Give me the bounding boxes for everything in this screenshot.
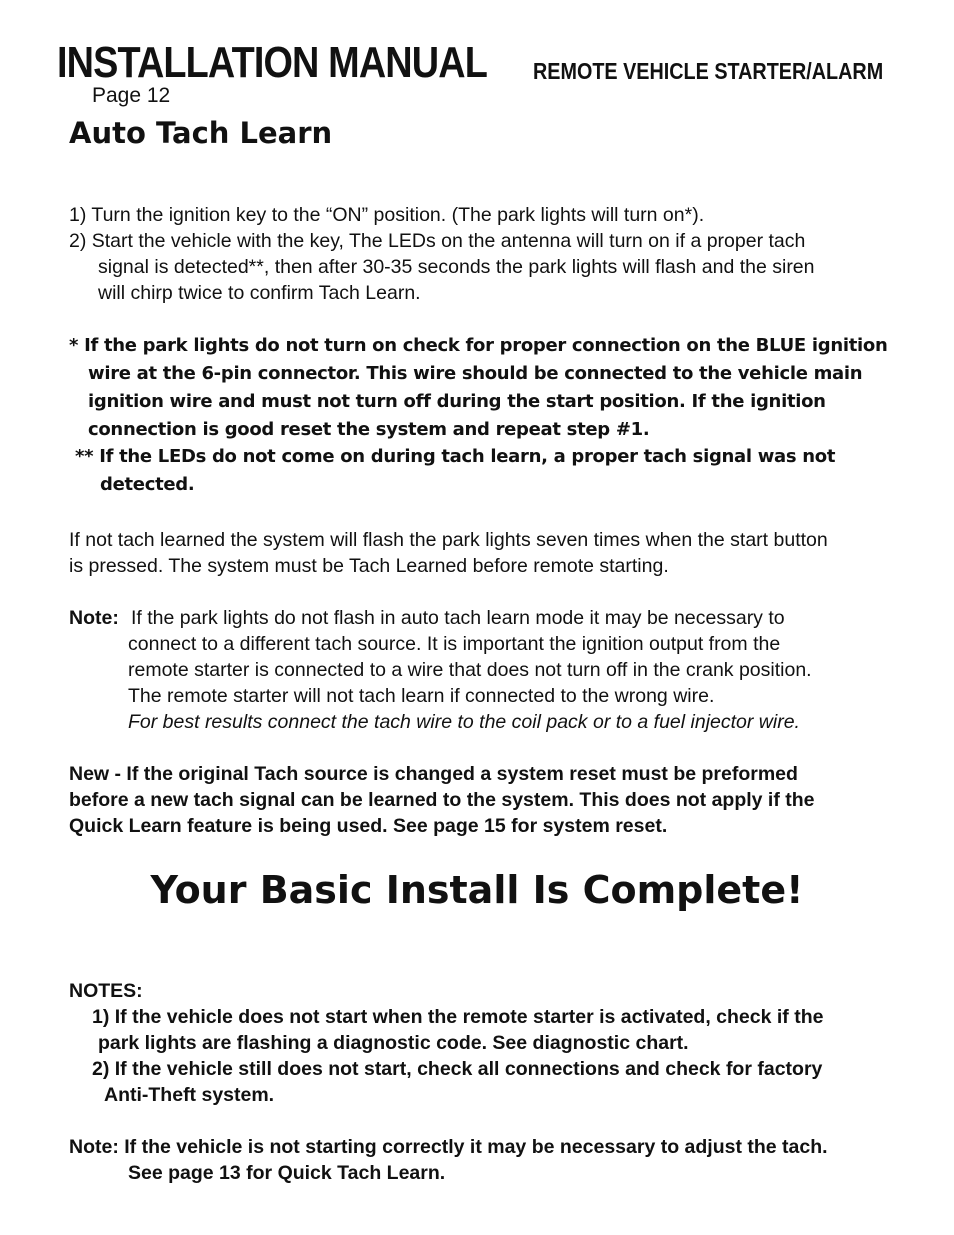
step-1: 1) Turn the ignition key to the “ON” position. (The park lights will turn on*). bbox=[69, 204, 705, 226]
note-1-label: Note: bbox=[69, 607, 119, 629]
warning-1-line-1: * If the park lights do not turn on check for proper connection on the BLUE ignition bbox=[69, 335, 888, 356]
note-1-line-1: If the park lights do not flash in auto tach learn mode it may be necessary to bbox=[131, 607, 785, 629]
warning-2-line-1: ** If the LEDs do not come on during tach learn, a proper tach signal was not bbox=[75, 446, 836, 467]
new-line-1: New - If the original Tach source is changed a system reset must be preformed bbox=[69, 763, 798, 785]
not-learned-line-1: If not tach learned the system will flash the park lights seven times when the start button bbox=[69, 529, 828, 551]
warning-1-line-3: ignition wire and must not turn off during the start position. If the ignition bbox=[88, 391, 826, 412]
product-subtitle: REMOTE VEHICLE STARTER/ALARM bbox=[533, 58, 884, 84]
page-number: Page 12 bbox=[92, 84, 171, 107]
new-line-2: before a new tach signal can be learned to the system. This does not apply if the bbox=[69, 789, 815, 811]
new-line-3: Quick Learn feature is being used. See page 15 for system reset. bbox=[69, 815, 668, 837]
notes-2-line-1: 2) If the vehicle still does not start, check all connections and check for factory bbox=[92, 1058, 823, 1080]
note-2-line-1: Note: If the vehicle is not starting correctly it may be necessary to adjust the tach. bbox=[69, 1136, 828, 1158]
complete-heading: Your Basic Install Is Complete! bbox=[150, 868, 804, 912]
warning-1-line-4: connection is good reset the system and repeat step #1. bbox=[88, 419, 650, 440]
notes-1-line-1: 1) If the vehicle does not start when the remote starter is activated, check if the bbox=[92, 1006, 824, 1028]
notes-2-line-2: Anti-Theft system. bbox=[104, 1084, 275, 1106]
step-2-line-1: 2) Start the vehicle with the key, The LEDs on the antenna will turn on if a proper tach bbox=[69, 230, 806, 252]
section-title: Auto Tach Learn bbox=[69, 116, 333, 150]
notes-label: NOTES: bbox=[69, 980, 143, 1002]
step-2-line-3: will chirp twice to confirm Tach Learn. bbox=[98, 282, 421, 304]
note-2-line-2: See page 13 for Quick Tach Learn. bbox=[128, 1162, 446, 1184]
note-1-line-3: remote starter is connected to a wire that does not turn off in the crank position. bbox=[128, 659, 812, 681]
note-1-line-5: For best results connect the tach wire to the coil pack or to a fuel injector wire. bbox=[128, 711, 800, 733]
warning-1-line-2: wire at the 6-pin connector. This wire should be connected to the vehicle main bbox=[88, 363, 863, 384]
not-learned-line-2: is pressed. The system must be Tach Learned before remote starting. bbox=[69, 555, 669, 577]
notes-1-line-2: park lights are flashing a diagnostic code. See diagnostic chart. bbox=[98, 1032, 689, 1054]
note-1-line-4: The remote starter will not tach learn if connected to the wrong wire. bbox=[128, 685, 715, 707]
step-2-line-2: signal is detected**, then after 30-35 seconds the park lights will flash and the siren bbox=[98, 256, 815, 278]
note-1-line-2: connect to a different tach source. It is important the ignition output from the bbox=[128, 633, 781, 655]
manual-title: INSTALLATION MANUAL bbox=[57, 38, 487, 87]
warning-2-line-2: detected. bbox=[100, 474, 195, 495]
